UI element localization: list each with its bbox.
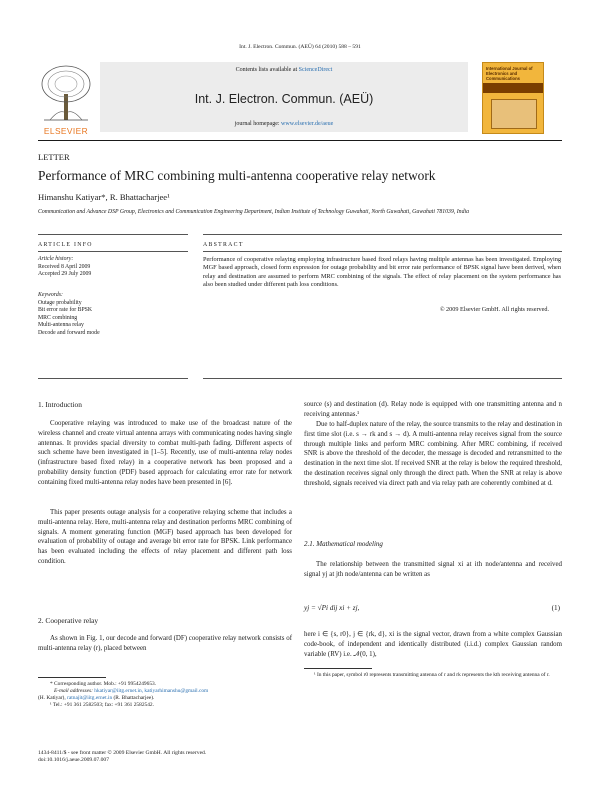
- keywords-block: [38, 292, 188, 338]
- section-heading-cooperative-relay: 2. Cooperative relay: [38, 616, 99, 625]
- intro-paragraph-1: Cooperative relaying was introduced to make use of the broadcast nature of the wireless channel and create virtual antenna arrays with communicating nodes having single antennas. It provides spacial diversity to combat multi-path fading. Different aspects of such scheme have been investigated in [1–5]. Recently, use of multi-antenna relay nodes (infrastructure based fixed relay) in a cooperative network has been proposed and a probability density function (PDF) based approach for calculating error rate for network containing fixed multi-antenna relay nodes have been presented in [6].: [38, 420, 292, 486]
- accepted-date: Accepted 29 July 2009: [38, 271, 92, 278]
- history-label: Article history:: [38, 256, 74, 262]
- footnote-rule-right: [304, 668, 372, 669]
- sciencedirect-link[interactable]: ScienceDirect: [298, 67, 333, 73]
- article-type: LETTER: [38, 152, 70, 162]
- bottom-meta: [38, 750, 338, 764]
- right-paragraph-2: Due to half-duplex nature of the relay, the source transmits to the relay and destination in first time slot (i.e. s → rk and s → d). A multi-antenna relay receives signal from the source through multiple links and perform MRC combining. After MRC combining, if received SNR is above the threshold of the decoder, the message is decoded and retransmitted to the destination in the next time slot. If received SNR at the relay is below the required threshold, the destination receives signal only through the direct path. When the SNR at relay is above threshold, signals received via direct path and via relay path are coherently combined at d.: [304, 421, 562, 487]
- cover-title: International Journal of Electronics and Communications: [486, 66, 533, 81]
- article-title: Performance of MRC combining multi-antenna cooperative relay network: [38, 168, 436, 183]
- header-rule: [38, 140, 562, 141]
- footnote-symbols: ¹ In this paper, symbol r0 represents transmitting antenna of r and rk represents the kth receiving antenna of r.: [314, 672, 550, 678]
- info-bottom-rule: [38, 378, 188, 379]
- subsection-heading-modeling: 2.1. Mathematical modeling: [304, 540, 383, 548]
- keywords-label: Keywords:: [38, 292, 63, 298]
- keyword: Decode and forward mode: [38, 329, 100, 336]
- keyword: Bit error rate for BPSK: [38, 307, 93, 314]
- homepage-url[interactable]: www.elsevier.de/aeue: [281, 121, 334, 127]
- abstract-top-rule: [203, 234, 562, 235]
- authors: Himanshu Katiyar*, R. Bhattacharjee¹: [38, 192, 170, 202]
- email-owner-2: (R. Bhattacharjee).: [113, 695, 155, 701]
- section-heading-introduction: 1. Introduction: [38, 400, 82, 409]
- doi-line: doi:10.1016/j.aeue.2009.07.007: [38, 757, 110, 764]
- corresponding-author: * Corresponding author. Mob.: +91 9954249653.: [50, 681, 157, 687]
- article-info-heading: ARTICLE INFO: [38, 242, 93, 248]
- copyright: © 2009 Elsevier GmbH. All rights reserved.: [439, 306, 549, 313]
- equation-number: (1): [551, 604, 560, 612]
- email-line: [54, 688, 294, 695]
- abstract-bottom-rule: [203, 378, 562, 379]
- equation-1: [304, 604, 562, 612]
- right-paragraph-4: here i ∈ {s, r0}, j ∈ {rk, d}, xi is the signal vector, drawn from a white complex Gaussian code-book, of independent and identically distributed (i.i.d.) complex Gaussian random variable (RV) i.e. 𝒩(0, 1),: [304, 631, 562, 658]
- abstract-mid-rule: [203, 251, 562, 252]
- email-link-2[interactable]: ratnajit@iitg.ernet.in: [67, 695, 113, 701]
- contents-prefix: Contents lists available at: [235, 67, 298, 73]
- intro-paragraph-2: This paper presents outage analysis for a cooperative relaying scheme that includes a multi-antenna relay. Here, multi-antenna relay and destination performs MRC combining of signals. A moment generating function (MGF) based approach has been developed for evaluation of probability of outage and average bit error rate for BPSK. Link performance has been evaluated including the effects of relay placement and different path loss condition.: [38, 509, 292, 565]
- email-label: E-mail addresses:: [54, 688, 93, 694]
- email-links[interactable]: hkatiyar@iitg.ernet.in, katiyarhimanshu@gmail.com: [94, 688, 209, 694]
- info-mid-rule: [38, 251, 188, 252]
- received-date: Received 8 April 2009: [38, 263, 91, 270]
- cover-image: [491, 99, 537, 129]
- homepage-line: [100, 121, 468, 127]
- keyword: Multi-antenna relay: [38, 322, 84, 329]
- issn-line: 1434-8411/$ - see front matter © 2009 Elsevier GmbH. All rights reserved.: [38, 750, 207, 756]
- publisher-name: ELSEVIER: [43, 126, 89, 136]
- elsevier-tree-logo: [38, 60, 94, 132]
- equation-body: yj = √Pi dij xi + zj,: [304, 604, 360, 612]
- right-paragraph-3: The relationship between the transmitted signal xi at ith node/antenna and received signal yj at jth node/antenna can be written as: [304, 561, 562, 578]
- keyword: MRC combining: [38, 314, 78, 321]
- cover-band: [483, 83, 543, 93]
- abstract-text: Performance of cooperative relaying employing infrastructure based fixed relays having multiple antennas has been investigated. Employing MGF based approach, closed form expression for outage probability and bit error rate performance of BPSK signal have been derived, when relay and destination are assumed to perform MRC combining of the signals. The effect of relay placement on the system performance has also been studied under different path loss conditions.: [203, 256, 561, 288]
- email-line-2: [38, 695, 292, 702]
- abstract-heading: ABSTRACT: [203, 242, 244, 248]
- info-top-rule: [38, 234, 188, 235]
- keyword: Outage probability: [38, 299, 82, 306]
- journal-cover: [482, 62, 544, 134]
- email-owner-1: (H. Katiyar),: [38, 695, 66, 701]
- right-paragraph-1: source (s) and destination (d). Relay node is equipped with one transmitting antenna and n receiving antennas.¹: [304, 401, 562, 418]
- article-history: [38, 256, 188, 279]
- contents-line: [100, 67, 468, 73]
- running-head: Int. J. Electron. Commun. (AEÜ) 64 (2010) 588 – 591: [239, 44, 361, 50]
- telephone-footnote: ¹ Tel.: +91 361 2582503; fax: +91 361 2582542.: [50, 702, 154, 708]
- affiliation: Communication and Advance DSP Group, Electronics and Communication Engineering Department, Indian Institute of Technology Guwahati, North Guwahati, Guwahati 781039, India: [38, 209, 469, 215]
- footnote-rule-left: [38, 677, 106, 678]
- coop-paragraph-1: As shown in Fig. 1, our decode and forward (DF) cooperative relay network consists of multi-antenna relay (r), placed between: [38, 635, 292, 652]
- homepage-label: journal homepage:: [234, 121, 280, 127]
- journal-title: Int. J. Electron. Commun. (AEÜ): [194, 92, 374, 106]
